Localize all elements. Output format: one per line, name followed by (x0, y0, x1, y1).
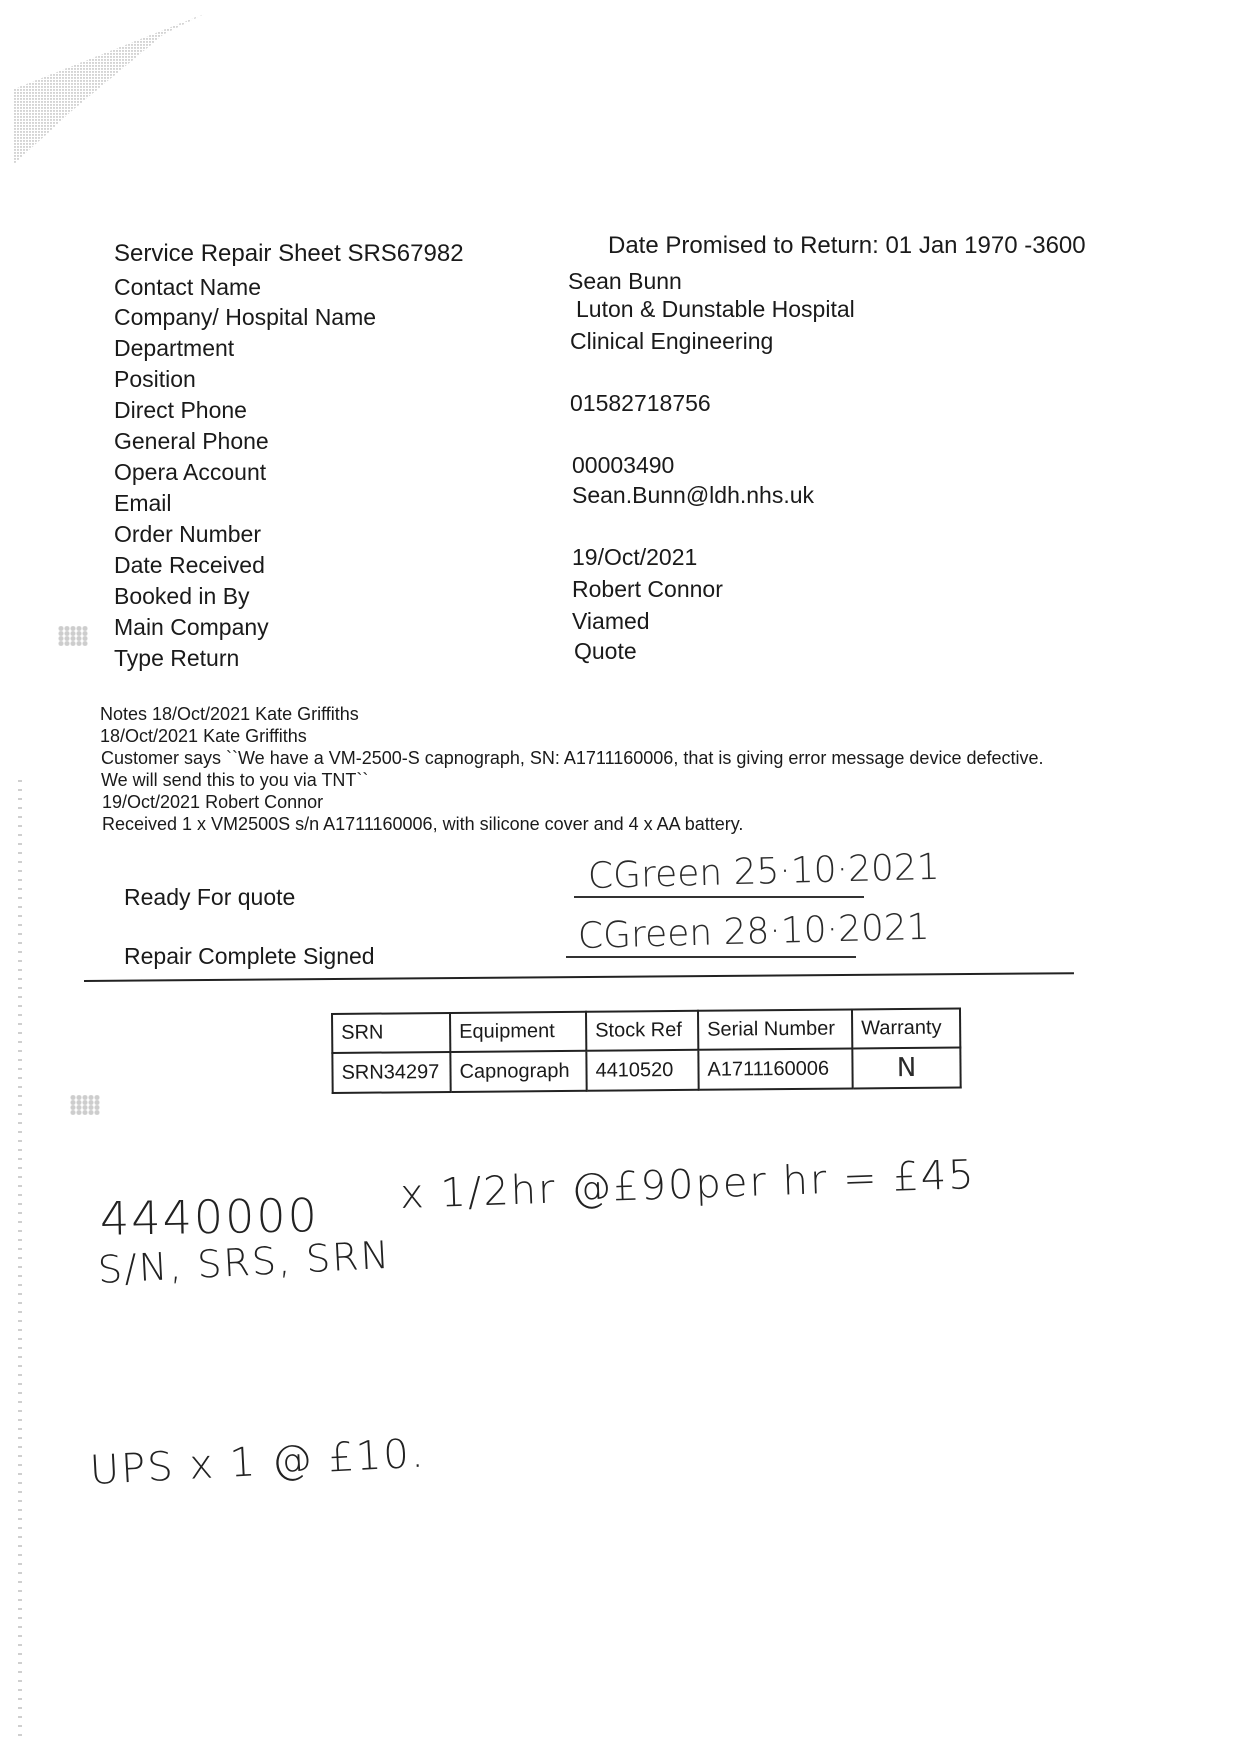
handwritten-labour-code: 4440000 (99, 1188, 320, 1246)
handwritten-ups-charge: UPS x 1 @ £10. (88, 1430, 427, 1494)
field-label: Booked in By (114, 583, 250, 609)
smudge-mark (58, 626, 88, 646)
field-value: Sean.Bunn@ldh.nhs.uk (572, 482, 815, 508)
signature-line (574, 896, 864, 898)
field-value: 19/Oct/2021 (572, 544, 698, 570)
field-value: Luton & Dunstable Hospital (576, 296, 855, 322)
signature-line (566, 956, 856, 958)
repair-complete-label: Repair Complete Signed (124, 943, 375, 969)
ready-signature: CGreen 25·10·2021 (587, 846, 941, 897)
notes-line: Customer says ``We have a VM-2500-S capnograph, SN: A1711160006, that is giving error message device defective. (101, 748, 1044, 768)
sheet-title: Service Repair Sheet SRS67982 (114, 240, 464, 267)
column-header: Stock Ref (586, 1011, 698, 1051)
field-label: Contact Name (114, 274, 262, 300)
table-header-row (332, 1009, 960, 1053)
column-header: Equipment (450, 1012, 586, 1052)
scan-edge-artifact (18, 780, 22, 1740)
ready-for-quote-label: Ready For quote (124, 884, 296, 910)
field-label: Main Company (114, 614, 269, 640)
field-value: Clinical Engineering (570, 328, 774, 354)
field-value: Quote (574, 638, 637, 664)
section-divider (84, 972, 1074, 982)
notes-line: We will send this to you via TNT`` (101, 770, 369, 790)
field-label: Position (114, 366, 196, 392)
handwritten-references: S/N, SRS, SRN (96, 1232, 393, 1292)
column-header: Warranty (852, 1009, 960, 1049)
notes-line: 18/Oct/2021 Kate Griffiths (100, 726, 307, 746)
column-header: SRN (332, 1013, 450, 1053)
equipment-table (331, 1008, 962, 1094)
field-value: 01582718756 (570, 390, 711, 416)
field-value: 00003490 (572, 452, 675, 478)
field-label: General Phone (114, 428, 269, 454)
table-cell: SRN34297 (332, 1052, 450, 1093)
field-label: Department (114, 335, 235, 361)
table-cell: A1711160006 (698, 1048, 852, 1089)
notes-line: 19/Oct/2021 Robert Connor (102, 792, 324, 812)
table-row (332, 1048, 960, 1093)
contact-fields (114, 268, 1114, 674)
field-label: Order Number (114, 521, 261, 547)
notes-line: Received 1 x VM2500S s/n A1711160006, with silicone cover and 4 x AA battery. (102, 814, 744, 834)
field-label: Email (114, 490, 172, 516)
smudge-mark (70, 1095, 100, 1115)
field-label: Opera Account (114, 459, 267, 485)
table-cell: N (852, 1048, 960, 1089)
field-value: Robert Connor (572, 576, 723, 602)
field-value: Viamed (572, 608, 650, 634)
handwritten-labour-charge: x 1/2hr @£90per hr = £45 (399, 1151, 977, 1218)
field-label: Company/ Hospital Name (114, 304, 377, 330)
field-label: Direct Phone (114, 397, 247, 423)
column-header: Serial Number (698, 1009, 852, 1049)
table-cell: 4410520 (586, 1050, 698, 1091)
notes-line: Notes 18/Oct/2021 Kate Griffiths (100, 704, 359, 724)
field-label: Type Return (114, 645, 240, 671)
field-label: Date Received (114, 552, 265, 578)
table-cell: Capnograph (450, 1051, 586, 1092)
scan-corner-artifact (14, 14, 204, 164)
field-value: Sean Bunn (568, 268, 682, 294)
complete-signature: CGreen 28·10·2021 (577, 906, 931, 957)
date-promised: Date Promised to Return: 01 Jan 1970 -3600 (608, 232, 1086, 259)
